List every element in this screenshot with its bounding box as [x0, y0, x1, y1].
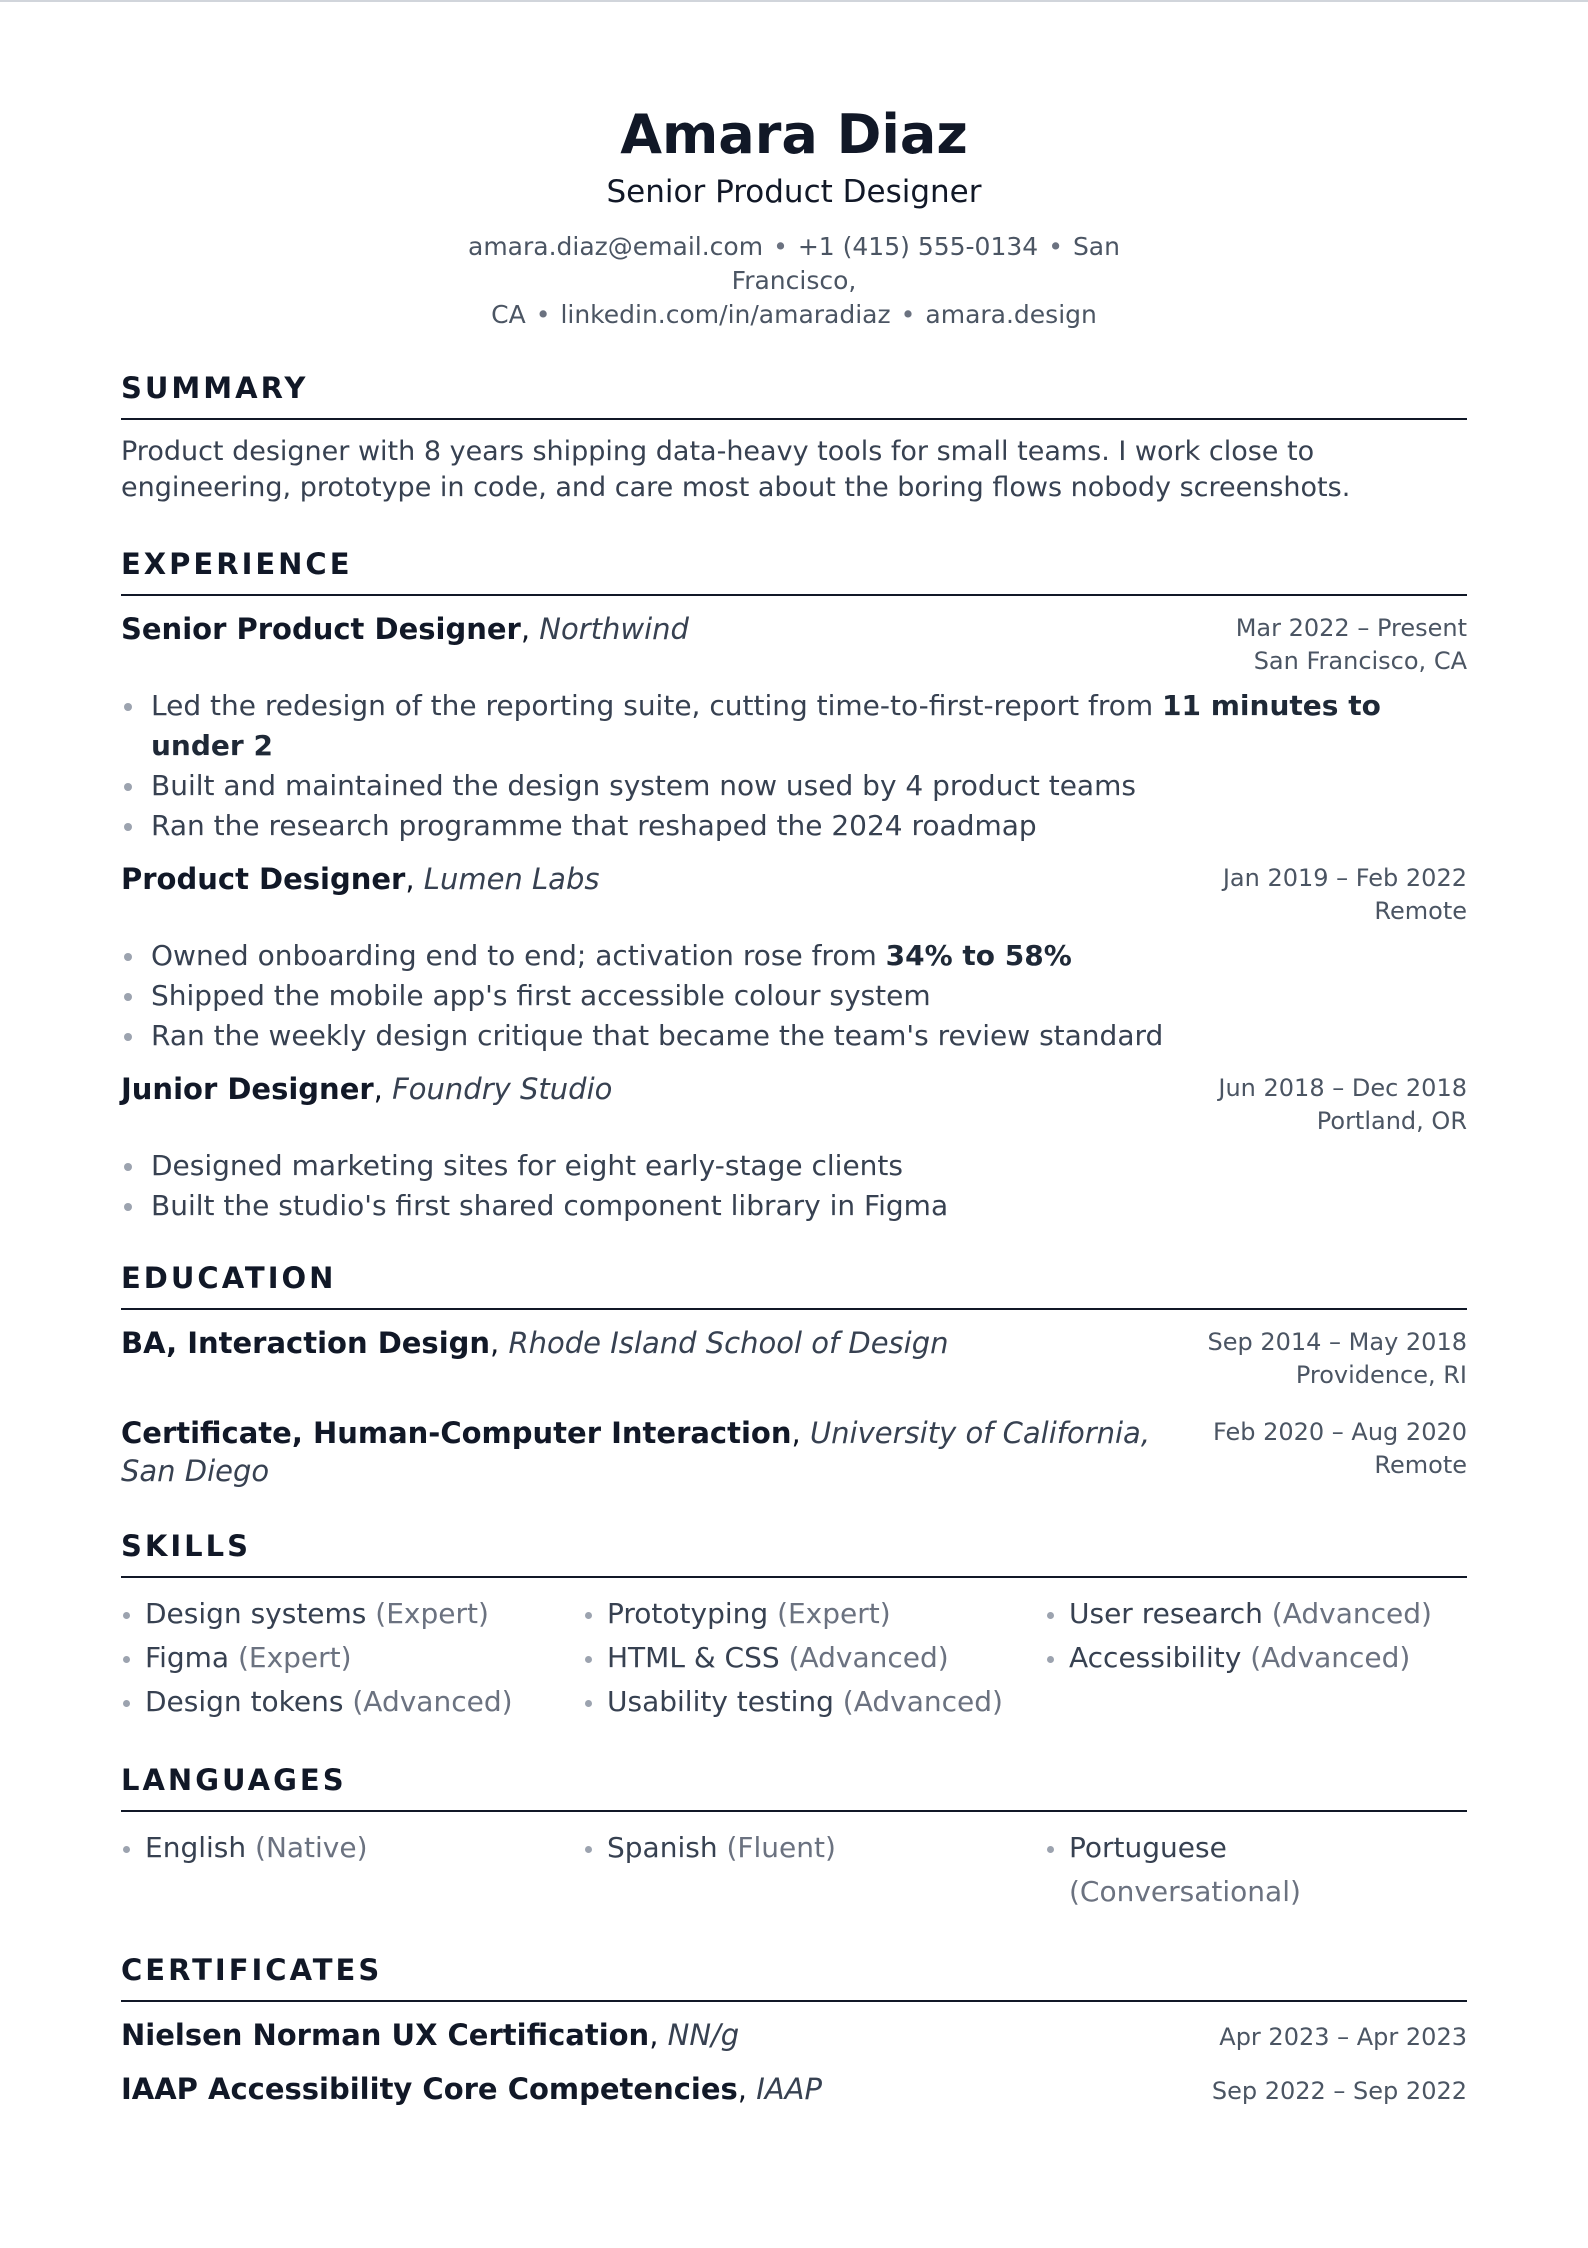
- education-dates: Feb 2020 – Aug 2020: [1212, 1418, 1467, 1446]
- job-location: Portland, OR: [1316, 1107, 1467, 1135]
- list-item: Ran the weekly design critique that became the team's review standard: [121, 1016, 1467, 1056]
- skills-grid: [121, 1592, 1467, 1724]
- list-item: Owned onboarding end to end; activation rose from 34% to 58%: [121, 936, 1467, 976]
- contact-separator: •: [1048, 232, 1063, 261]
- degree: Certificate, Human-Computer Interaction: [121, 1416, 792, 1450]
- list-item: Ran the research programme that reshaped the 2024 roadmap: [121, 806, 1467, 846]
- section-heading-education: EDUCATION: [121, 1260, 1467, 1310]
- job-company: Northwind: [539, 612, 689, 646]
- experience-bullets: [121, 1146, 1467, 1226]
- contact-linkedin[interactable]: linkedin.com/in/amaradiaz: [560, 300, 891, 329]
- experience-entry: [121, 610, 1467, 846]
- job-dates: Jun 2018 – Dec 2018: [1218, 1074, 1467, 1102]
- contact-email[interactable]: amara.diaz@email.com: [468, 232, 764, 261]
- contact-separator: •: [773, 232, 788, 261]
- education-meta: [1213, 1414, 1467, 1482]
- certificate-name: Nielsen Norman UX Certification: [121, 2018, 650, 2052]
- skill-item: Design tokens (Advanced): [121, 1680, 583, 1724]
- section-heading-skills: SKILLS: [121, 1528, 1467, 1578]
- job-dates: Mar 2022 – Present: [1235, 614, 1467, 642]
- experience-heading: Junior Designer, Foundry Studio: [121, 1072, 613, 1106]
- experience-meta: [1218, 1070, 1467, 1138]
- education-dates: Sep 2014 – May 2018: [1207, 1328, 1467, 1356]
- certificate-entry: [121, 2016, 1467, 2054]
- experience-bullets: [121, 686, 1467, 846]
- skills-section: [121, 1528, 1467, 1724]
- certificate-issuer: IAAP: [756, 2072, 822, 2106]
- job-role: Product Designer: [121, 862, 406, 896]
- languages-grid: [121, 1826, 1467, 1914]
- certificate-name: IAAP Accessibility Core Competencies: [121, 2072, 738, 2106]
- skill-item: Design systems (Expert): [121, 1592, 583, 1636]
- certificate-entry: [121, 2070, 1467, 2108]
- certificate-issuer: NN/g: [667, 2018, 740, 2052]
- job-company: Foundry Studio: [392, 1072, 613, 1106]
- education-heading: BA, Interaction Design, Rhode Island School of Design: [121, 1326, 949, 1360]
- education-location: Remote: [1374, 1451, 1467, 1479]
- skill-item: User research (Advanced): [1045, 1592, 1467, 1636]
- job-dates: Jan 2019 – Feb 2022: [1222, 864, 1467, 892]
- education-heading: Certificate, Human-Computer Interaction, University of California, San Diego: [121, 1416, 1151, 1488]
- experience-heading: Product Designer, Lumen Labs: [121, 862, 600, 896]
- certificates-section: [121, 1952, 1467, 2108]
- skill-item: Accessibility (Advanced): [1045, 1636, 1467, 1680]
- certificate-dates: Sep 2022 – Sep 2022: [1211, 2077, 1467, 2105]
- school: Rhode Island School of Design: [508, 1326, 949, 1360]
- school: University of California, San Diego: [121, 1416, 1151, 1488]
- contact-location-part2: CA: [491, 300, 526, 329]
- experience-heading: Senior Product Designer, Northwind: [121, 612, 689, 646]
- candidate-name: Amara Diaz: [620, 103, 968, 166]
- contact-location-part1: San Francisco,: [731, 232, 1120, 295]
- section-heading-experience: EXPERIENCE: [121, 546, 1467, 596]
- list-item: Shipped the mobile app's first accessible colour system: [121, 976, 1467, 1016]
- contact-phone[interactable]: +1 (415) 555-0134: [797, 232, 1039, 261]
- certificate-heading: IAAP Accessibility Core Competencies, IAAP: [121, 2072, 822, 2106]
- resume-page: [121, 2, 1467, 2108]
- experience-entry: [121, 1070, 1467, 1226]
- skill-item: Usability testing (Advanced): [583, 1680, 1045, 1724]
- skill-item: Prototyping (Expert): [583, 1592, 1045, 1636]
- list-item: Designed marketing sites for eight early-stage clients: [121, 1146, 1467, 1186]
- resume-header: [121, 2, 1467, 332]
- degree: BA, Interaction Design: [121, 1326, 491, 1360]
- education-section: [121, 1260, 1467, 1490]
- job-role: Junior Designer: [121, 1072, 374, 1106]
- section-heading-languages: LANGUAGES: [121, 1762, 1467, 1812]
- section-heading-certificates: CERTIFICATES: [121, 1952, 1467, 2002]
- education-entry: [121, 1324, 1467, 1392]
- skill-item: HTML & CSS (Advanced): [583, 1636, 1045, 1680]
- contact-website[interactable]: amara.design: [925, 300, 1097, 329]
- experience-entry: [121, 860, 1467, 1056]
- summary-text: Product designer with 8 years shipping data-heavy tools for small teams. I work close to engineering, prototype in code, and care most about the boring flows nobody screenshots.: [121, 436, 1351, 503]
- job-role: Senior Product Designer: [121, 612, 521, 646]
- experience-bullets: [121, 936, 1467, 1056]
- language-item: Spanish (Fluent): [583, 1826, 1045, 1914]
- language-item: English (Native): [121, 1826, 583, 1914]
- candidate-title: Senior Product Designer: [606, 174, 982, 210]
- experience-meta: [1236, 610, 1467, 678]
- job-location: San Francisco, CA: [1253, 647, 1467, 675]
- education-entry: [121, 1414, 1467, 1490]
- contact-separator: •: [535, 300, 551, 329]
- experience-section: [121, 546, 1467, 1226]
- experience-meta: [1223, 860, 1467, 928]
- list-item: Led the redesign of the reporting suite, cutting time-to-first-report from 11 minutes to under 2: [121, 686, 1467, 766]
- contact-separator: •: [900, 300, 916, 329]
- job-company: Lumen Labs: [423, 862, 600, 896]
- section-heading-summary: SUMMARY: [121, 370, 1467, 420]
- contact-info: [404, 230, 1184, 332]
- education-location: Providence, RI: [1295, 1361, 1467, 1389]
- language-item: Portuguese (Conversational): [1045, 1826, 1467, 1914]
- certificate-heading: Nielsen Norman UX Certification, NN/g: [121, 2018, 740, 2052]
- education-meta: [1207, 1324, 1467, 1392]
- summary-section: [121, 370, 1467, 506]
- list-item: Built and maintained the design system now used by 4 product teams: [121, 766, 1467, 806]
- list-item: Built the studio's first shared component library in Figma: [121, 1186, 1467, 1226]
- certificate-dates: Apr 2023 – Apr 2023: [1219, 2023, 1467, 2051]
- skill-item: Figma (Expert): [121, 1636, 583, 1680]
- job-location: Remote: [1374, 897, 1467, 925]
- languages-section: [121, 1762, 1467, 1914]
